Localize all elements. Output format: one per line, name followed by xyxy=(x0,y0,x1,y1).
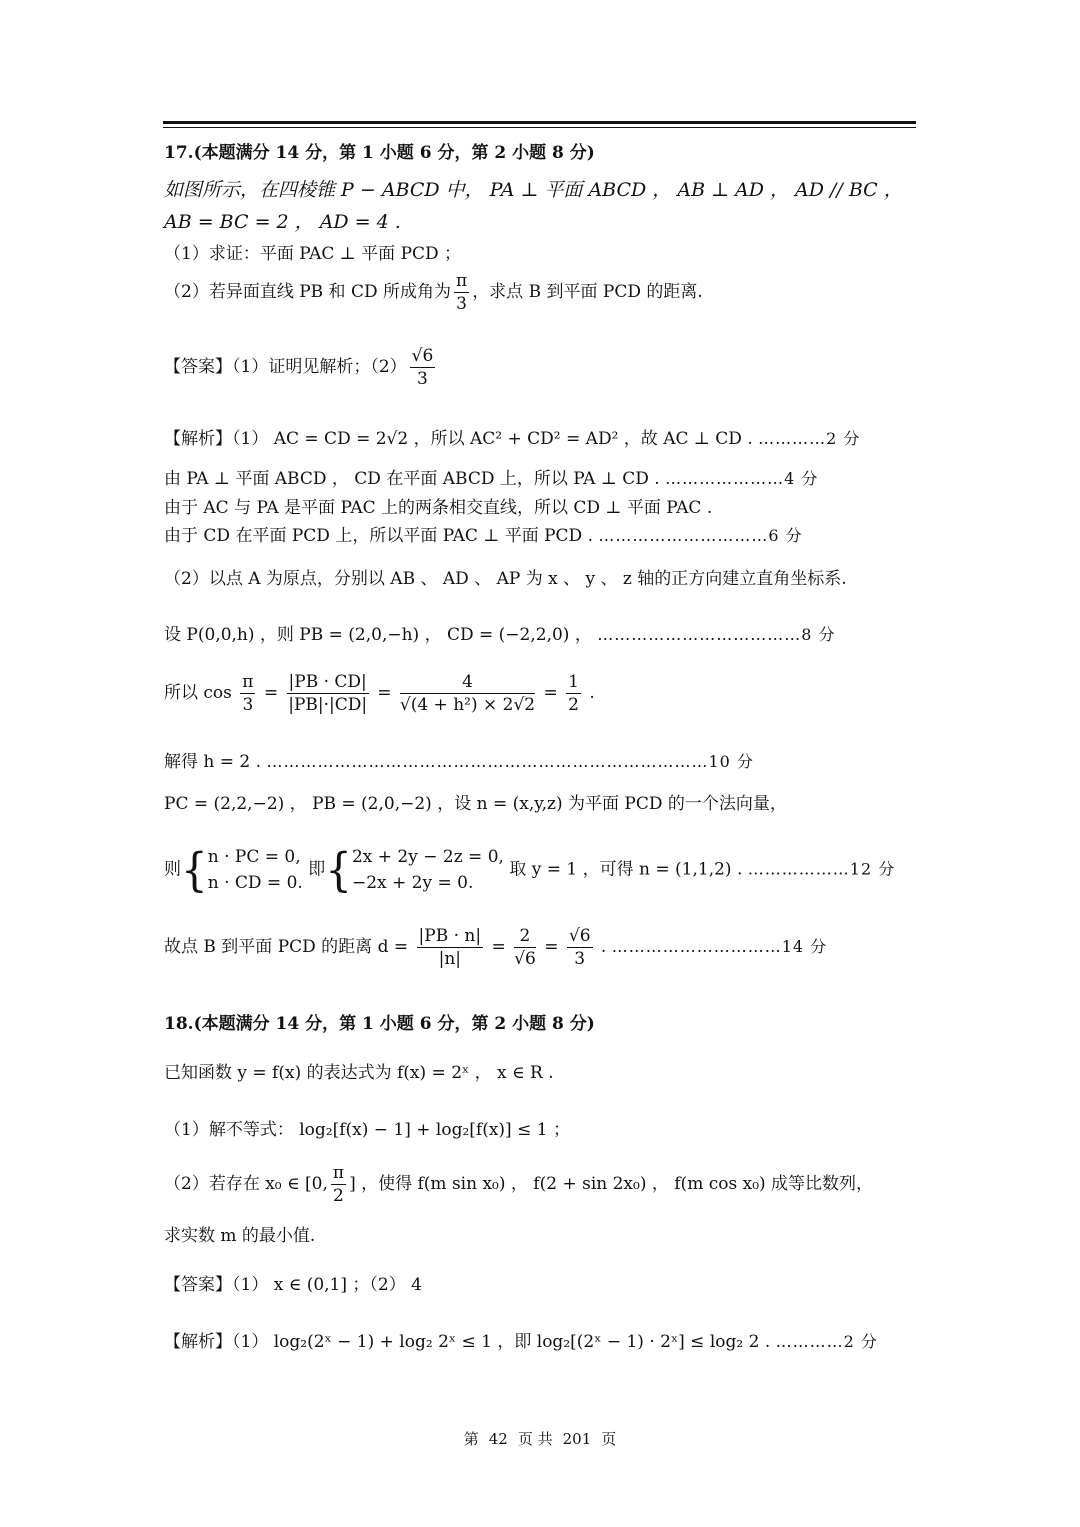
fraction-numerator: √6 xyxy=(411,346,434,366)
fraction-denominator: |n| xyxy=(438,949,461,969)
solution-17-line2 xyxy=(164,467,818,491)
fraction-root6-3 xyxy=(567,925,593,970)
answer-fraction xyxy=(410,345,436,390)
fraction-denominator: 3 xyxy=(417,369,428,389)
top-rule-thin xyxy=(163,127,916,128)
equation: −2x + 2y = 0. xyxy=(351,873,474,893)
problem-18-question-1: （1）解不等式： log₂[f(x) − 1] + log₂[f(x)] ≤ 1 ； xyxy=(164,1120,570,1140)
problem-18-answer: 【答案】（1） x ∈ (0,1] ；（2） 4 xyxy=(164,1275,422,1295)
pi-over-2-fraction xyxy=(331,1162,346,1207)
solution-text: 【解析】（1） AC = CD = 2√2 ，所以 AC² + CD² = AD² ，故 AC ⊥ CD . xyxy=(164,429,753,449)
points-marker: …………………4 分 xyxy=(665,469,819,488)
fraction-one-half xyxy=(566,671,581,716)
solution-text: （2）若存在 x₀ ∈ [0, xyxy=(164,1174,328,1194)
fraction-numerator: 4 xyxy=(400,671,535,694)
problem-17-question-2 xyxy=(164,270,703,315)
solution-text: 所以 cos xyxy=(164,683,232,703)
problem-17-stem-line1: 如图所示，在四棱锥 P − ABCD 中， PA ⊥ 平面 ABCD ， AB ⊥ AD ， AD // BC ， xyxy=(164,179,903,201)
fraction-pi-3 xyxy=(240,671,255,716)
left-brace-icon: { xyxy=(181,842,208,897)
points-marker: ……………………………………………………………………10 分 xyxy=(266,752,754,771)
solution-text: 则 xyxy=(164,859,181,880)
fraction-distance xyxy=(417,925,484,970)
solution-text: 由 PA ⊥ 平面 ABCD ， CD 在平面 ABCD 上，所以 PA ⊥ CD . xyxy=(164,469,660,489)
pi-over-3-fraction xyxy=(454,270,469,315)
problem-17-stem-line2: AB = BC = 2 ， AD = 4 . xyxy=(164,211,401,233)
left-brace-icon: { xyxy=(325,842,352,897)
fraction-denominator: 2 xyxy=(333,1186,344,1206)
solution-17-line3: 由于 AC 与 PA 是平面 PAC 上的两条相交直线，所以 CD ⊥ 平面 PAC . xyxy=(164,498,713,518)
page-number: 42 xyxy=(488,1430,508,1448)
fraction-denominator: √(4 + h²) × 2√2 xyxy=(399,695,536,715)
points-marker: …………………………6 分 xyxy=(598,526,803,545)
solution-17-line7: 所以 cos $\frac{\pi}{3}$ = $\frac{|PB \cdot CD|}{|PB|\cdot|CD|}$ = $\frac{4}{\text{√(4 + h²) × 2√2}}$ = $\frac{1}{2}$ . xyxy=(164,672,595,715)
solution-17-line10 xyxy=(164,844,895,896)
footer-label: 第 xyxy=(463,1430,479,1448)
fraction-denominator: |PB|·|CD| xyxy=(288,695,368,715)
problem-18-heading: 18.(本题满分 14 分，第 1 小题 6 分，第 2 小题 8 分) xyxy=(164,1014,595,1034)
fraction-numerator: π xyxy=(332,1163,345,1183)
solution-text: 取 y = 1 ，可得 n = (1,1,2) . xyxy=(509,859,743,880)
fraction-denominator: 3 xyxy=(242,695,254,715)
solution-text: 即 xyxy=(308,859,326,880)
solution-17-line1 xyxy=(164,427,860,451)
equation: 2x + 2y − 2z = 0, xyxy=(351,847,504,867)
solution-text: 由于 CD 在平面 PCD 上，所以平面 PAC ⊥ 平面 PCD . xyxy=(164,526,593,546)
problem-17-heading: 17.(本题满分 14 分，第 1 小题 6 分，第 2 小题 8 分) xyxy=(164,143,595,163)
problem-17-question-1: （1）求证：平面 PAC ⊥ 平面 PCD ； xyxy=(164,244,462,264)
top-rule-thick xyxy=(163,121,916,124)
answer-label: 【答案】（1）证明见解析；（2） xyxy=(164,357,407,377)
solution-17-line11: 故点 B 到平面 PCD 的距离 d = $\frac{|PB \cdot n|}{|n|}$ = $\frac{2}{√6}$ = $\frac{√6}{3}$ . …………………………14 分 xyxy=(164,926,828,969)
solution-text: 【解析】（1） log₂(2ˣ − 1) + log₂ 2ˣ ≤ 1 ，即 log₂[(2ˣ − 1) · 2ˣ] ≤ log₂ 2 . xyxy=(164,1332,771,1352)
solution-text: 设 P(0,0,h) ，则 PB = (2,0,−h) ， CD = (−2,2,0) ， xyxy=(164,625,592,645)
fraction-2-root6 xyxy=(514,925,536,970)
solution-17-line9: PC = (2,2,−2) ， PB = (2,0,−2) ，设 n = (x,y,z) 为平面 PCD 的一个法向量， xyxy=(164,794,787,814)
fraction-numerator: π xyxy=(242,672,254,692)
fraction-denominator: 3 xyxy=(456,294,467,314)
equation: n · PC = 0, xyxy=(207,847,301,867)
solution-text: 解得 h = 2 . xyxy=(164,752,262,772)
q2-text-pre: （2）若异面直线 PB 和 CD 所成角为 xyxy=(164,282,451,302)
fraction-denominator: 3 xyxy=(574,949,586,969)
page-total: 201 xyxy=(562,1430,592,1448)
fraction-value xyxy=(400,671,535,716)
fraction-numerator: √6 xyxy=(568,926,591,946)
equation-system-1 xyxy=(208,844,303,896)
points-marker: …………2 分 xyxy=(758,429,861,448)
footer-label: 页 xyxy=(601,1430,617,1448)
fraction-numerator: 2 xyxy=(514,925,536,948)
points-marker: ………………………………8 分 xyxy=(597,625,836,644)
fraction-denominator: √6 xyxy=(514,949,536,969)
equation-system-2 xyxy=(352,844,504,896)
solution-17-line4 xyxy=(164,524,803,548)
points-marker: ………………12 分 xyxy=(747,859,896,879)
fraction-dot-product xyxy=(287,671,369,716)
problem-17-answer xyxy=(164,345,438,390)
fraction-numerator: 1 xyxy=(568,672,579,692)
fraction-numerator: π xyxy=(456,271,468,291)
problem-18-stem: 已知函数 y = f(x) 的表达式为 f(x) = 2ˣ ， x ∈ R . xyxy=(164,1063,554,1083)
solution-17-line6 xyxy=(164,623,836,647)
fraction-numerator: |PB · n| xyxy=(418,926,482,946)
fraction-numerator: |PB · CD| xyxy=(288,672,367,692)
footer-label: 页 共 xyxy=(517,1430,553,1448)
q2-text-post: ，求点 B 到平面 PCD 的距离. xyxy=(472,282,703,302)
problem-18-question-2 xyxy=(164,1162,873,1207)
solution-17-line5: （2）以点 A 为原点，分别以 AB 、 AD 、 AP 为 x 、 y 、 z 轴的正方向建立直角坐标系. xyxy=(164,569,847,589)
points-marker: …………………………14 分 xyxy=(611,937,828,956)
page-footer xyxy=(0,1428,1080,1449)
solution-18-line1 xyxy=(164,1330,878,1354)
equation: n · CD = 0. xyxy=(207,873,303,893)
solution-text: ] ，使得 f(m sin x₀) ， f(2 + sin 2x₀) ， f(m cos x₀) 成等比数列， xyxy=(349,1174,874,1194)
points-marker: …………2 分 xyxy=(775,1332,878,1351)
solution-text: 故点 B 到平面 PCD 的距离 d = xyxy=(164,937,409,957)
problem-18-question-2-line2: 求实数 m 的最小值. xyxy=(164,1226,316,1246)
fraction-denominator: 2 xyxy=(568,695,579,715)
solution-17-line8 xyxy=(164,750,754,774)
